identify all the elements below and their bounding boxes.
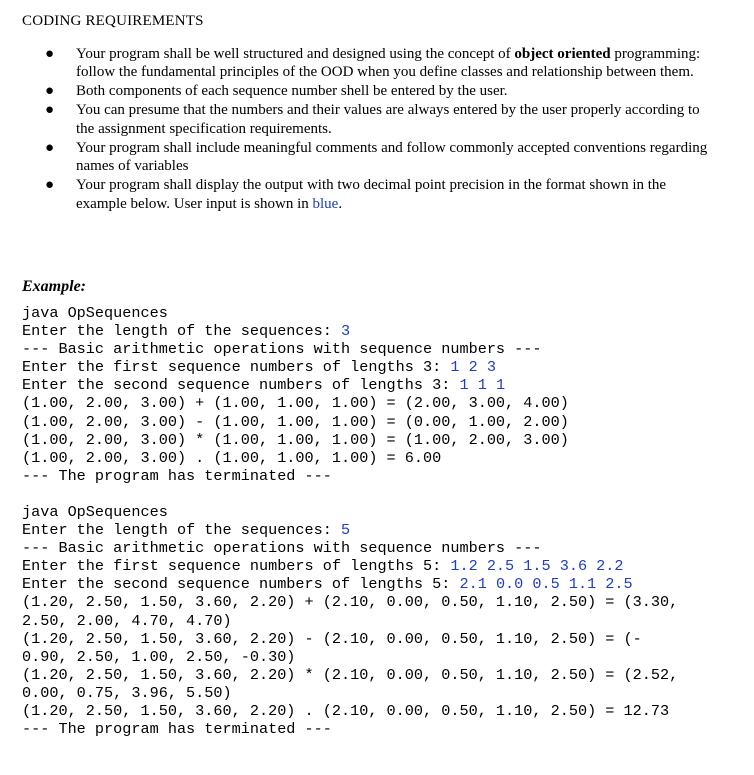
console-line: 0.00, 0.75, 3.96, 5.50)	[22, 683, 232, 702]
requirement-text: Your program shall display the output with two decimal point precision in the format shown in the example below. User input is shown in	[76, 177, 667, 212]
bullet-icon: ●	[45, 83, 55, 100]
example-label: Example:	[22, 278, 86, 295]
console-line: --- Basic arithmetic operations with sequence numbers ---	[22, 340, 542, 359]
user-input: 1 1 1	[459, 376, 506, 395]
bullet-icon: ●	[45, 177, 55, 194]
console-line: (1.00, 2.00, 3.00) * (1.00, 1.00, 1.00) = (1.00, 2.00, 3.00)	[22, 430, 569, 449]
requirement-text: Your program shall be well structured and designed using the concept of	[76, 46, 515, 62]
console-line: --- The program has terminated ---	[22, 466, 332, 485]
user-input: 2.1 0.0 0.5 1.1 2.5	[459, 575, 633, 594]
console-line: 2.50, 2.00, 4.70, 4.70)	[22, 611, 232, 630]
console-line: (1.20, 2.50, 1.50, 3.60, 2.20) + (2.10, 0.00, 0.50, 1.10, 2.50) = (3.30,	[22, 593, 679, 612]
console-line: java OpSequences	[22, 503, 168, 521]
section-heading: CODING REQUIREMENTS	[22, 13, 204, 29]
requirement-item	[0, 139, 754, 176]
console-line: (1.20, 2.50, 1.50, 3.60, 2.20) . (2.10, 0.00, 0.50, 1.10, 2.50) = 12.73	[22, 702, 670, 721]
console-line: (1.00, 2.00, 3.00) + (1.00, 1.00, 1.00) = (2.00, 3.00, 4.00)	[22, 394, 569, 413]
requirement-text: Both components of each sequence number shell be entered by the user.	[76, 83, 508, 100]
requirement-item	[0, 101, 754, 138]
console-line: 0.90, 2.50, 1.00, 2.50, -0.30)	[22, 647, 296, 666]
console-line: (1.20, 2.50, 1.50, 3.60, 2.20) * (2.10, 0.00, 0.50, 1.10, 2.50) = (2.52,	[22, 665, 679, 684]
console-line: java OpSequences	[22, 304, 168, 322]
console-line: --- Basic arithmetic operations with sequence numbers ---	[22, 539, 542, 558]
user-input: 5	[341, 521, 351, 540]
requirement-text: Your program shall include meaningful comments and follow commonly accepted conventions regarding names of variables	[76, 139, 708, 175]
bullet-icon: ●	[45, 46, 55, 62]
console-prompt: Enter the length of the sequences:	[22, 521, 341, 540]
requirement-text: programming: follow the fundamental principles of the OOD when you define classes and relationship between them.	[76, 46, 701, 81]
requirement-bold-text: object oriented	[514, 46, 611, 62]
requirement-item	[0, 176, 754, 213]
user-input: 1 2 3	[450, 358, 496, 377]
console-line: (1.20, 2.50, 1.50, 3.60, 2.20) - (2.10, 0.00, 0.50, 1.10, 2.50) = (-	[22, 629, 642, 648]
bullet-icon: ●	[45, 102, 55, 119]
example-console-2	[22, 503, 678, 738]
console-line: (1.00, 2.00, 3.00) - (1.00, 1.00, 1.00) = (0.00, 1.00, 2.00)	[22, 412, 569, 431]
requirement-text: .	[338, 195, 343, 212]
console-prompt: Enter the second sequence numbers of lengths 5:	[22, 575, 460, 594]
console-line: --- The program has terminated ---	[22, 720, 332, 739]
console-prompt: Enter the second sequence numbers of lengths 3:	[22, 376, 460, 395]
example-console-1	[22, 304, 569, 485]
bullet-icon: ●	[45, 139, 55, 156]
console-prompt: Enter the length of the sequences:	[22, 322, 341, 341]
console-prompt: Enter the first sequence numbers of lengths 3:	[22, 358, 451, 377]
user-input: 1.2 2.5 1.5 3.6 2.2	[450, 557, 624, 576]
blue-text: blue	[312, 195, 339, 212]
requirement-item	[0, 45, 754, 82]
requirement-item	[0, 82, 754, 100]
console-line: (1.00, 2.00, 3.00) . (1.00, 1.00, 1.00) = 6.00	[22, 448, 442, 467]
user-input: 3	[341, 322, 351, 341]
console-prompt: Enter the first sequence numbers of lengths 5:	[22, 557, 451, 576]
requirements-list	[0, 45, 754, 214]
requirement-text: You can presume that the numbers and their values are always entered by the user properly according to the assignment specification requirements.	[76, 102, 700, 137]
